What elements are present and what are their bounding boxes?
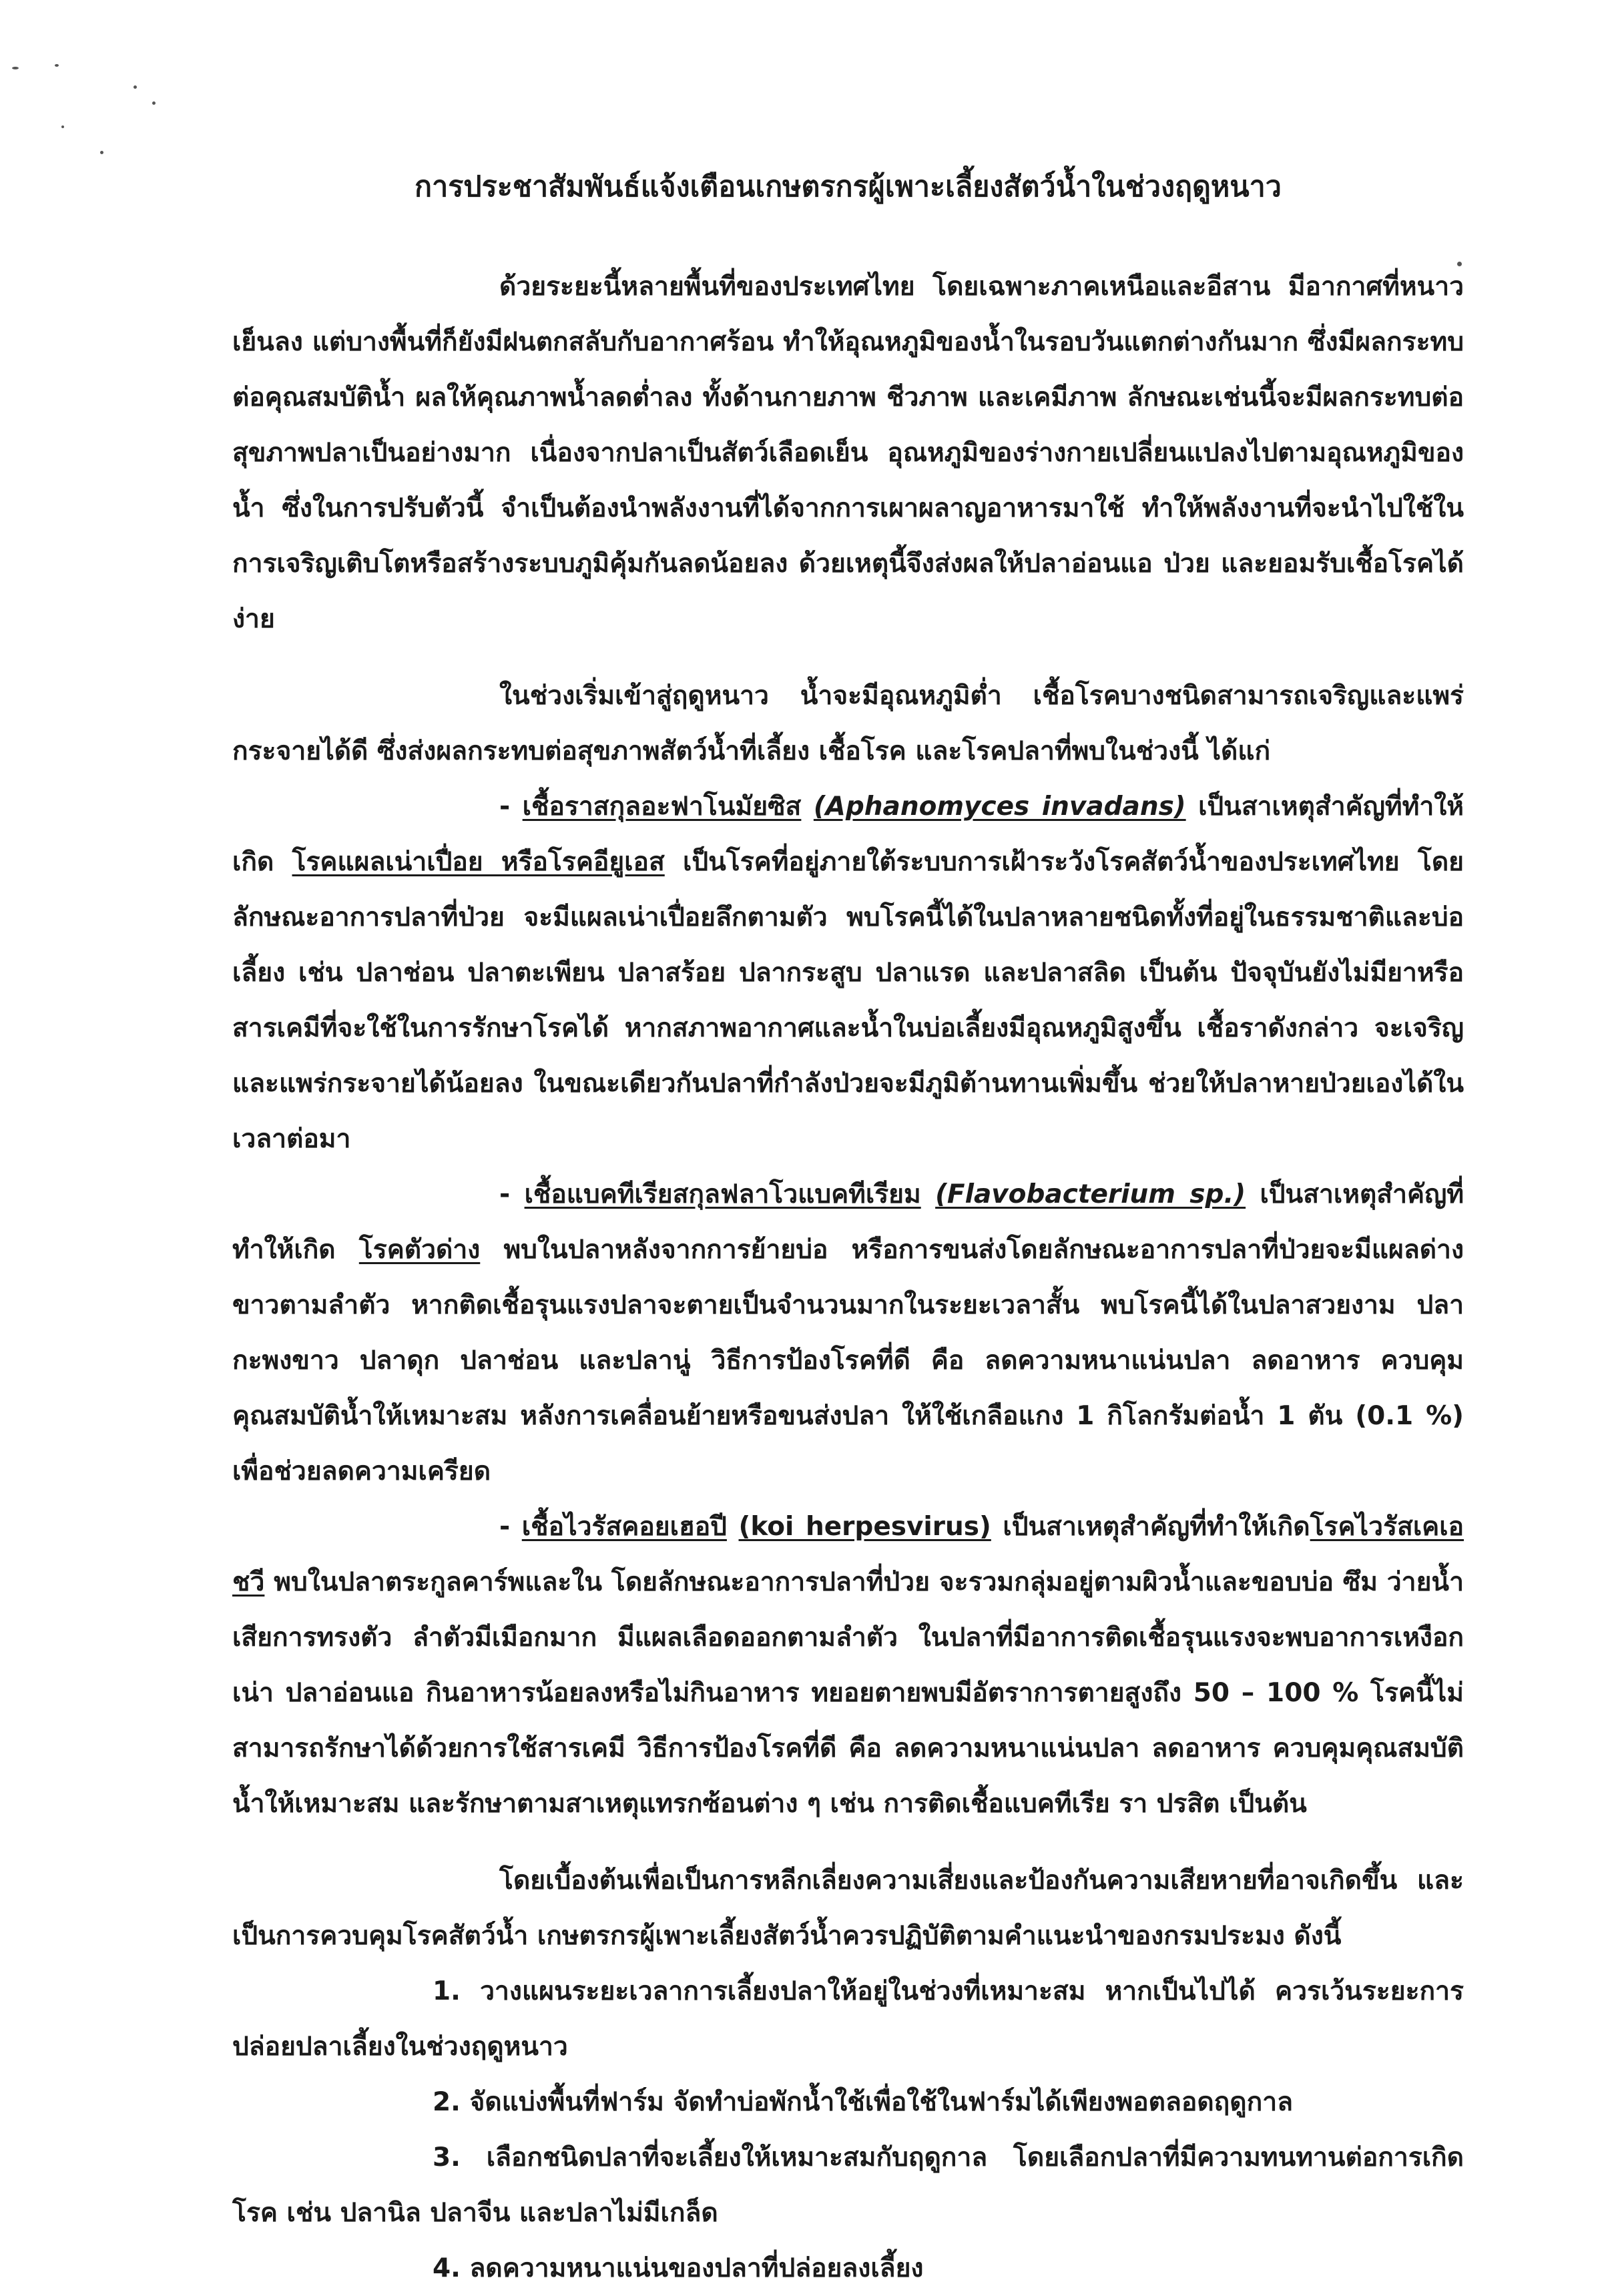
intro-paragraph: ด้วยระยะนี้หลายพื้นที่ของประเทศไทย โดยเฉพาะภาคเหนือและอีสาน มีอากาศที่หนาวเย็นลง แต่บางพื้นที่ก็ยังมีฝนตกสลับกับอากาศร้อน ทำให้อุณหภูมิของน้ำในรอบวันแตกต่างกันมาก ซึ่งมีผลกระทบต่อคุณสมบัติน้ำ ผลให้คุณภาพน้ำลดต่ำลง ทั้งด้านกายภาพ ชีวภาพ และเคมีภาพ ลักษณะเช่นนี้จะมีผลกระทบต่อสุขภาพปลาเป็นอย่างมาก เนื่องจากปลาเป็นสัตว์เลือดเย็น อุณหภูมิของร่างกายเปลี่ยนแปลงไปตามอุณหภูมิของน้ำ ซึ่งในการปรับตัวนี้ จำเป็นต้องนำพลังงานที่ได้จากการเผาผลาญอาหารมาใช้ ทำให้พลังงานที่จะนำไปใช้ในการเจริญเติบโตหรือสร้างระบบภูมิคุ้มกันลดน้อยลง ด้วยเหตุนี้จึงส่งผลให้ปลาอ่อนแอ ป่วย และยอมรับเชื้อโรคได้ง่าย: [232, 272, 1464, 635]
pathogen-name: เชื้อไวรัสคอยเฮอปี: [521, 1512, 727, 1542]
scan-speck: [55, 64, 59, 67]
recommendation-intro-paragraph: โดยเบื้องต้นเพื่อเป็นการหลีกเลี่ยงความเสี่ยงและป้องกันความเสียหายที่อาจเกิดขึ้น และเป็นการควบคุมโรคสัตว์น้ำ เกษตรกรผู้เพาะเลี้ยงสัตว์น้ำควรปฏิบัติตามคำแนะนำของกรมประมง ดังนี้: [232, 1866, 1464, 1952]
scientific-name: (Flavobacterium sp.): [935, 1179, 1246, 1210]
disease-item-flavobacterium: [232, 1167, 1464, 1499]
cause-text: เป็นสาเหตุสำคัญที่ทำให้เกิด: [232, 792, 1464, 878]
disease-name: โรคตัวด่าง: [358, 1235, 481, 1265]
disease-dash: -: [499, 1512, 522, 1542]
pathogen-name: เชื้อราสกุลอะฟาโนมัยซิส: [522, 792, 802, 822]
recommendation-item: 4. ลดความหนาแน่นของปลาที่ปล่อยลงเลี้ยง: [433, 2253, 924, 2284]
document-title: การประชาสัมพันธ์แจ้งเตือนเกษตรกรผู้เพาะเลี้ยงสัตว์น้ำในช่วงฤดูหนาว: [415, 170, 1282, 204]
scientific-name: (koi herpesvirus): [738, 1512, 991, 1542]
disease-dash: -: [499, 792, 523, 822]
disease-item-koi-herpesvirus: [232, 1499, 1464, 1831]
pathogen-name: เชื้อแบคทีเรียสกุลฟลาโวแบคทีเรียม: [524, 1179, 921, 1210]
scan-speck: [12, 67, 19, 69]
scan-speck: [133, 85, 137, 89]
winter-intro-paragraph: ในช่วงเริ่มเข้าสู่ฤดูหนาว น้ำจะมีอุณหภูมิต่ำ เชื้อโรคบางชนิดสามารถเจริญและแพร่กระจายได้ดี ซึ่งส่งผลกระทบต่อสุขภาพสัตว์น้ำที่เลี้ยง เชื้อโรค และโรคปลาที่พบในช่วงนี้ ได้แก่: [232, 681, 1464, 767]
disease-dash: -: [499, 1179, 525, 1210]
scientific-name: (Aphanomyces invadans): [813, 792, 1186, 822]
document-content: [232, 167, 1464, 2296]
cause-text: เป็นสาเหตุสำคัญที่ทำให้เกิด: [232, 1179, 1464, 1265]
recommendation-item: 3. เลือกชนิดปลาที่จะเลี้ยงให้เหมาะสมกับฤดูกาล โดยเลือกปลาที่มีความทนทานต่อการเกิดโรค เช่น ปลานิล ปลาจีน และปลาไม่มีเกล็ด: [232, 2142, 1464, 2229]
disease-description: พบในปลาหลังจากการย้ายบ่อ หรือการขนส่งโดยลักษณะอาการปลาที่ป่วยจะมีแผลด่างขาวตามลำตัว หากติดเชื้อรุนแรงปลาจะตายเป็นจำนวนมากในระยะเวลาสั้น พบโรคนี้ได้ในปลาสวยงาม ปลากะพงขาว ปลาดุก ปลาช่อน และปลานู่ วิธีการป้องโรคที่ดี คือ ลดความหนาแน่นปลา ลดอาหาร ควบคุมคุณสมบัติน้ำให้เหมาะสม หลังการเคลื่อนย้ายหรือขนส่งปลา ให้ใช้เกลือแกง 1 กิโลกรัมต่อน้ำ 1 ตัน (0.1 %) เพื่อช่วยลดความเครียด: [232, 1235, 1464, 1487]
disease-name: โรคแผลเน่าเปื่อย หรือโรคอียูเอส: [292, 847, 665, 878]
scan-speck: [152, 101, 156, 105]
recommendation-item: 2. จัดแบ่งพื้นที่ฟาร์ม จัดทำบ่อพักน้ำใช้เพื่อใช้ในฟาร์มได้เพียงพอตลอดฤดูกาล: [433, 2087, 1293, 2118]
scan-speck: [100, 151, 103, 154]
disease-description: พบในปลาตระกูลคาร์พและใน โดยลักษณะอาการปลาที่ป่วย จะรวมกลุ่มอยู่ตามผิวน้ำและขอบบ่อ ซึม ว่ายน้ำเสียการทรงตัว ลำตัวมีเมือกมาก มีแผลเลือดออกตามลำตัว ในปลาที่มีอาการติดเชื้อรุนแรงจะพบอาการเหงือกเน่า ปลาอ่อนแอ กินอาหารน้อยลงหรือไม่กินอาหาร ทยอยตายพบมีอัตราการตายสูงถึง 50 – 100 % โรคนี้ไม่สามารถรักษาได้ด้วยการใช้สารเคมี วิธีการป้องโรคที่ดี คือ ลดความหนาแน่นปลา ลดอาหาร ควบคุมคุณสมบัติน้ำให้เหมาะสม และรักษาตามสาเหตุแทรกซ้อนต่าง ๆ เช่น การติดเชื้อแบคทีเรีย รา ปรสิต เป็นต้น: [232, 1567, 1464, 1819]
disease-description: เป็นโรคที่อยู่ภายใต้ระบบการเฝ้าระวังโรคสัตว์น้ำของประเทศไทย โดยลักษณะอาการปลาที่ป่วย จะมีแผลเน่าเปื่อยลึกตามตัว พบโรคนี้ได้ในปลาหลายชนิดทั้งที่อยู่ในธรรมชาติและบ่อเลี้ยง เช่น ปลาช่อน ปลาตะเพียน ปลาสร้อย ปลากระสูบ ปลาแรด และปลาสลิด เป็นต้น ปัจจุบันยังไม่มียาหรือสารเคมีที่จะใช้ในการรักษาโรคได้ หากสภาพอากาศและน้ำในบ่อเลี้ยงมีอุณหภูมิสูงขึ้น เชื้อราดังกล่าว จะเจริญและแพร่กระจายได้น้อยลง ในขณะเดียวกันปลาที่กำลังป่วยจะมีภูมิต้านทานเพิ่มขึ้น ช่วยให้ปลาหายป่วยเองได้ในเวลาต่อมา: [232, 847, 1464, 1155]
disease-item-aphanomyces: [232, 779, 1464, 1167]
recommendation-item: 1. วางแผนระยะเวลาการเลี้ยงปลาให้อยู่ในช่วงที่เหมาะสม หากเป็นไปได้ ควรเว้นระยะการปล่อยปลาเลี้ยงในช่วงฤดูหนาว: [232, 1976, 1464, 2062]
scan-speck: [61, 125, 64, 128]
disease-name: โรคไวรัสเคเอชวี: [232, 1512, 1464, 1598]
cause-text: เป็นสาเหตุสำคัญที่ทำให้เกิด: [991, 1512, 1310, 1542]
